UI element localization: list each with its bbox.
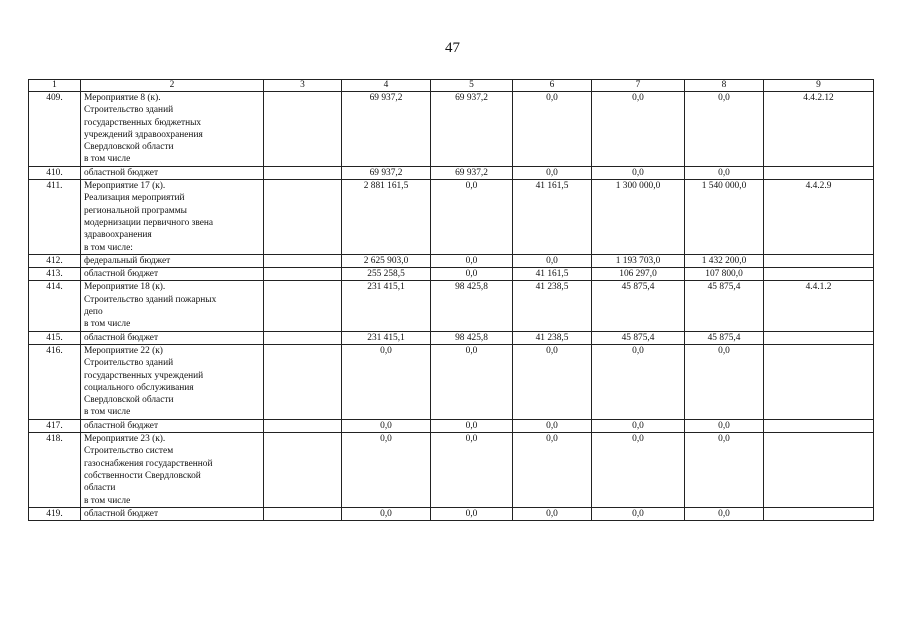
cell-col5-amount: 98 425,8 bbox=[431, 281, 513, 331]
cell-col3 bbox=[264, 92, 342, 167]
cell-col6-amount: 0,0 bbox=[513, 166, 592, 179]
cell-col6-amount: 0,0 bbox=[513, 92, 592, 167]
column-header: 9 bbox=[764, 80, 874, 92]
row-name-line: Строительство зданий пожарных bbox=[84, 294, 217, 305]
table-row bbox=[29, 180, 874, 255]
cell-col4-amount: 0,0 bbox=[342, 419, 431, 432]
cell-col5-amount: 0,0 bbox=[431, 254, 513, 267]
row-name bbox=[81, 507, 264, 520]
row-name-line: в том числе bbox=[84, 495, 131, 506]
cell-col5-amount: 69 937,2 bbox=[431, 166, 513, 179]
cell-col6-amount: 0,0 bbox=[513, 507, 592, 520]
row-name-line: областной бюджет bbox=[84, 269, 159, 280]
table-row bbox=[29, 419, 874, 432]
cell-col8-amount: 107 800,0 bbox=[685, 268, 764, 281]
column-header: 8 bbox=[685, 80, 764, 92]
cell-col3 bbox=[264, 268, 342, 281]
cell-col7-amount: 0,0 bbox=[592, 433, 685, 508]
row-number: 409. bbox=[29, 92, 81, 167]
row-name-line: Мероприятие 17 (к). bbox=[84, 181, 166, 192]
table-row bbox=[29, 507, 874, 520]
cell-col9-code bbox=[764, 507, 874, 520]
cell-col5-amount: 0,0 bbox=[431, 433, 513, 508]
cell-col5-amount: 0,0 bbox=[431, 180, 513, 255]
cell-col8-amount: 0,0 bbox=[685, 419, 764, 432]
cell-col7-amount: 0,0 bbox=[592, 344, 685, 419]
row-name-line: собственности Свердловской bbox=[84, 470, 201, 481]
cell-col4-amount: 0,0 bbox=[342, 507, 431, 520]
cell-col6-amount: 41 161,5 bbox=[513, 180, 592, 255]
cell-col5-amount: 0,0 bbox=[431, 344, 513, 419]
column-header: 2 bbox=[81, 80, 264, 92]
cell-col6-amount: 0,0 bbox=[513, 419, 592, 432]
cell-col8-amount: 0,0 bbox=[685, 166, 764, 179]
cell-col6-amount: 0,0 bbox=[513, 254, 592, 267]
table-row bbox=[29, 433, 874, 508]
cell-col4-amount: 255 258,5 bbox=[342, 268, 431, 281]
cell-col8-amount: 1 432 200,0 bbox=[685, 254, 764, 267]
cell-col3 bbox=[264, 166, 342, 179]
row-name-line: области bbox=[84, 483, 116, 494]
row-number: 417. bbox=[29, 419, 81, 432]
cell-col7-amount: 106 297,0 bbox=[592, 268, 685, 281]
row-name-line: газоснабжения государственной bbox=[84, 458, 213, 469]
cell-col9-code: 4.4.1.2 bbox=[764, 281, 874, 331]
cell-col3 bbox=[264, 331, 342, 344]
cell-col9-code: 4.4.2.12 bbox=[764, 92, 874, 167]
row-name-line: в том числе bbox=[84, 319, 131, 330]
table-row bbox=[29, 166, 874, 179]
cell-col6-amount: 41 238,5 bbox=[513, 281, 592, 331]
table-row bbox=[29, 331, 874, 344]
cell-col4-amount: 231 415,1 bbox=[342, 281, 431, 331]
cell-col4-amount: 2 625 903,0 bbox=[342, 254, 431, 267]
cell-col5-amount: 69 937,2 bbox=[431, 92, 513, 167]
row-name bbox=[81, 254, 264, 267]
cell-col5-amount: 0,0 bbox=[431, 419, 513, 432]
cell-col8-amount: 1 540 000,0 bbox=[685, 180, 764, 255]
cell-col9-code bbox=[764, 433, 874, 508]
cell-col8-amount: 0,0 bbox=[685, 92, 764, 167]
row-name-line: государственных учреждений bbox=[84, 370, 204, 381]
budget-table bbox=[28, 79, 874, 521]
table-row bbox=[29, 92, 874, 167]
row-name bbox=[81, 166, 264, 179]
row-name bbox=[81, 281, 264, 331]
table-row bbox=[29, 344, 874, 419]
cell-col4-amount: 2 881 161,5 bbox=[342, 180, 431, 255]
table-row bbox=[29, 268, 874, 281]
cell-col3 bbox=[264, 180, 342, 255]
row-name-line: Мероприятие 23 (к). bbox=[84, 434, 166, 445]
cell-col4-amount: 231 415,1 bbox=[342, 331, 431, 344]
row-number: 414. bbox=[29, 281, 81, 331]
row-number: 418. bbox=[29, 433, 81, 508]
row-name-line: Строительство систем bbox=[84, 446, 174, 457]
row-name-line: в том числе: bbox=[84, 242, 133, 253]
cell-col9-code bbox=[764, 419, 874, 432]
row-name bbox=[81, 331, 264, 344]
cell-col7-amount: 1 193 703,0 bbox=[592, 254, 685, 267]
column-header: 7 bbox=[592, 80, 685, 92]
row-name-line: Свердловской области bbox=[84, 395, 174, 406]
cell-col7-amount: 0,0 bbox=[592, 166, 685, 179]
cell-col3 bbox=[264, 344, 342, 419]
cell-col8-amount: 0,0 bbox=[685, 344, 764, 419]
cell-col8-amount: 0,0 bbox=[685, 433, 764, 508]
row-name-line: федеральный бюджет bbox=[84, 255, 171, 266]
row-name-line: в том числе bbox=[84, 154, 131, 165]
cell-col8-amount: 0,0 bbox=[685, 507, 764, 520]
cell-col4-amount: 69 937,2 bbox=[342, 166, 431, 179]
cell-col5-amount: 0,0 bbox=[431, 507, 513, 520]
row-number: 413. bbox=[29, 268, 81, 281]
row-name-line: государственных бюджетных bbox=[84, 117, 202, 128]
row-name-line: областной бюджет bbox=[84, 508, 159, 519]
row-name bbox=[81, 92, 264, 167]
row-name bbox=[81, 419, 264, 432]
row-name-line: Мероприятие 22 (к) bbox=[84, 345, 163, 356]
row-name-line: социального обслуживания bbox=[84, 382, 194, 393]
row-number: 410. bbox=[29, 166, 81, 179]
row-name-line: здравоохранения bbox=[84, 230, 152, 241]
cell-col7-amount: 0,0 bbox=[592, 507, 685, 520]
column-header: 3 bbox=[264, 80, 342, 92]
cell-col7-amount: 45 875,4 bbox=[592, 331, 685, 344]
cell-col3 bbox=[264, 507, 342, 520]
row-name-line: Свердловской области bbox=[84, 142, 174, 153]
row-name-line: Мероприятие 18 (к). bbox=[84, 282, 166, 293]
row-name bbox=[81, 344, 264, 419]
cell-col9-code bbox=[764, 344, 874, 419]
cell-col7-amount: 0,0 bbox=[592, 92, 685, 167]
cell-col3 bbox=[264, 433, 342, 508]
row-number: 411. bbox=[29, 180, 81, 255]
cell-col7-amount: 1 300 000,0 bbox=[592, 180, 685, 255]
cell-col9-code bbox=[764, 268, 874, 281]
cell-col9-code bbox=[764, 254, 874, 267]
row-number: 419. bbox=[29, 507, 81, 520]
cell-col3 bbox=[264, 254, 342, 267]
row-name-line: депо bbox=[84, 307, 103, 318]
row-name-line: областной бюджет bbox=[84, 420, 159, 431]
cell-col4-amount: 0,0 bbox=[342, 344, 431, 419]
row-name-line: Мероприятие 8 (к). bbox=[84, 93, 161, 103]
row-name bbox=[81, 268, 264, 281]
cell-col5-amount: 0,0 bbox=[431, 268, 513, 281]
cell-col3 bbox=[264, 419, 342, 432]
cell-col4-amount: 0,0 bbox=[342, 433, 431, 508]
row-name-line: модернизации первичного звена bbox=[84, 217, 214, 228]
column-header: 1 bbox=[29, 80, 81, 92]
cell-col7-amount: 0,0 bbox=[592, 419, 685, 432]
row-name-line: в том числе bbox=[84, 407, 131, 418]
cell-col8-amount: 45 875,4 bbox=[685, 281, 764, 331]
table-row bbox=[29, 254, 874, 267]
cell-col6-amount: 0,0 bbox=[513, 344, 592, 419]
cell-col9-code bbox=[764, 166, 874, 179]
row-name-line: областной бюджет bbox=[84, 332, 159, 343]
cell-col6-amount: 0,0 bbox=[513, 433, 592, 508]
cell-col8-amount: 45 875,4 bbox=[685, 331, 764, 344]
cell-col6-amount: 41 161,5 bbox=[513, 268, 592, 281]
table-row bbox=[29, 281, 874, 331]
cell-col5-amount: 98 425,8 bbox=[431, 331, 513, 344]
row-number: 412. bbox=[29, 254, 81, 267]
cell-col9-code: 4.4.2.9 bbox=[764, 180, 874, 255]
row-name-line: Строительство зданий bbox=[84, 358, 174, 369]
row-name-line: Строительство зданий bbox=[84, 105, 174, 116]
row-name-line: учреждений здравоохранения bbox=[84, 129, 203, 140]
column-header: 6 bbox=[513, 80, 592, 92]
cell-col6-amount: 41 238,5 bbox=[513, 331, 592, 344]
row-number: 415. bbox=[29, 331, 81, 344]
page-number: 47 bbox=[445, 40, 460, 56]
cell-col9-code bbox=[764, 331, 874, 344]
cell-col7-amount: 45 875,4 bbox=[592, 281, 685, 331]
table-body bbox=[29, 92, 874, 521]
row-number: 416. bbox=[29, 344, 81, 419]
row-name-line: Реализация мероприятий bbox=[84, 193, 185, 204]
cell-col3 bbox=[264, 281, 342, 331]
row-name-line: областной бюджет bbox=[84, 167, 159, 178]
cell-col4-amount: 69 937,2 bbox=[342, 92, 431, 167]
row-name bbox=[81, 180, 264, 255]
column-header: 4 bbox=[342, 80, 431, 92]
column-header: 5 bbox=[431, 80, 513, 92]
column-number-row bbox=[29, 80, 874, 92]
row-name bbox=[81, 433, 264, 508]
row-name-line: региональной программы bbox=[84, 205, 187, 216]
